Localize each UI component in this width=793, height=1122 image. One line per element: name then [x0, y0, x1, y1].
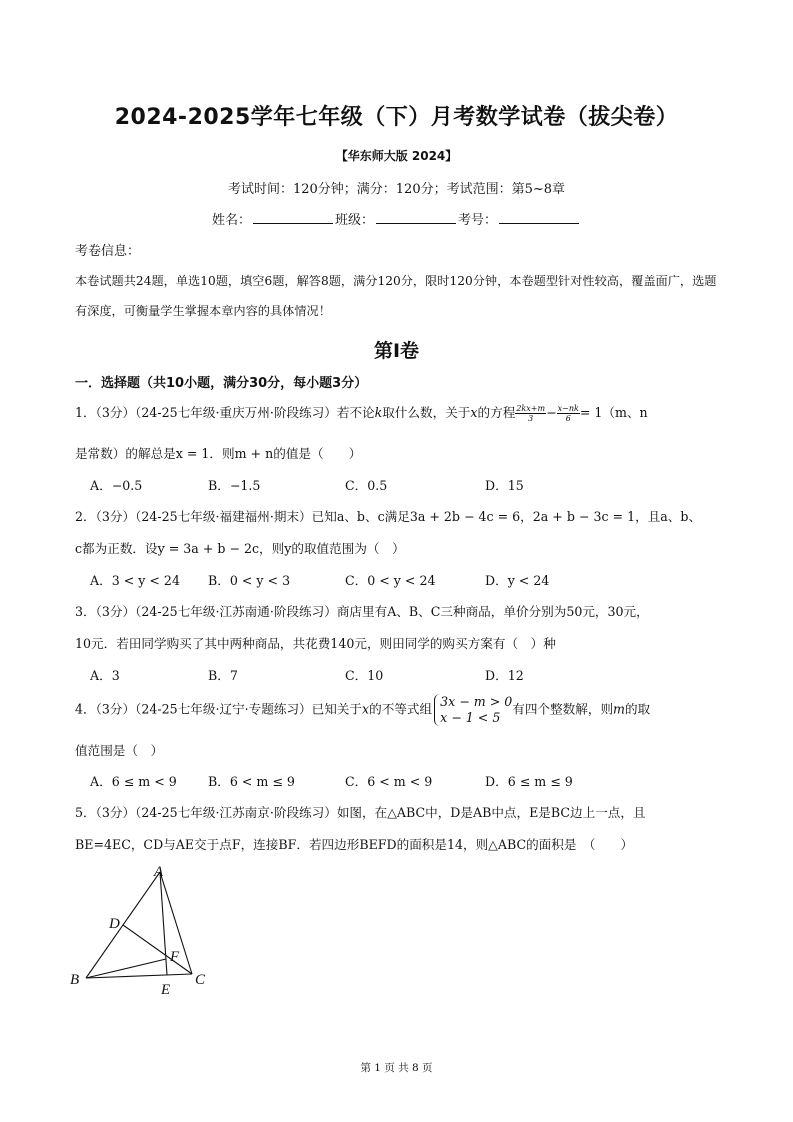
question-1-line-1: 1．（3分）（24-25七年级·重庆万州·阶段练习）若不论k取什么数，关于x的方程 $\frac{2kx+m}{3}$ − $\frac{x-nk}{6}$ = 1（m、n [75, 404, 648, 423]
page-footer: 第 1 页 共 8 页 [360, 1062, 433, 1074]
fraction-2: $\frac{x-nk}{6}$ [557, 404, 579, 423]
volume-title: 第Ⅰ卷 [373, 340, 420, 362]
number-label: 考号： [458, 213, 498, 228]
label-b: B [70, 972, 80, 988]
q4-option-b[interactable]: B．6 < m ≤ 9 [208, 774, 295, 789]
question-5-line-1: 5．（3分）（24-25七年级·江苏南京·阶段练习）如图，在△ABC中，D是AB中点，E是BC边上一点，且 [75, 805, 646, 820]
question-4-line-2: 值范围是（ ） [75, 743, 164, 758]
q1-option-a[interactable]: A．−0.5 [90, 478, 143, 493]
label-a: A [154, 864, 164, 880]
question-1-line-2: 是常数）的解总是x = 1．则m + n的值是（ ） [75, 446, 362, 461]
q4-option-c[interactable]: C．6 < m < 9 [345, 774, 433, 789]
inequality-system: 3x − m > 0 x − 1 < 5 [434, 694, 512, 726]
q3-option-d[interactable]: D．12 [485, 668, 524, 683]
q1-option-b[interactable]: B．−1.5 [208, 478, 261, 493]
question-4-line-1: 4．（3分）（24-25七年级·辽宁·专题练习）已知关于x的不等式组 3x − m > 0 x − 1 < 5 有四个整数解，则m的取 [75, 694, 651, 725]
question-2-line-1: 2．（3分）（24-25七年级·福建福州·期末）已知a、b、c满足3a + 2b − 4c = 6，2a + b − 3c = 1，且a、b、 [75, 509, 702, 524]
q4-option-a[interactable]: A．6 ≤ m < 9 [90, 774, 177, 789]
number-blank[interactable] [499, 212, 579, 224]
q3-option-c[interactable]: C．10 [345, 668, 384, 683]
label-e: E [161, 982, 171, 998]
q3-option-b[interactable]: B．7 [208, 668, 238, 683]
edition-subtitle: 【华东师大版 2024】 [335, 149, 458, 163]
q1-option-c[interactable]: C．0.5 [345, 478, 388, 493]
question-3-line-1: 3．（3分）（24-25七年级·江苏南通·阶段练习）商店里有A、B、C三种商品，单价分别为50元，30元， [75, 604, 649, 619]
exam-info-text: 本卷试题共24题，单选10题，填空6题，解答8题，满分120分，限时120分钟，本卷题型针对性较高，覆盖面广，选题有深度，可衡量学生掌握本章内容的具体情况！ [75, 274, 717, 318]
triangle-figure [60, 860, 220, 1000]
q2-option-a[interactable]: A．3 < y < 24 [90, 573, 180, 588]
class-label: 班级： [334, 213, 374, 228]
q3-option-a[interactable]: A．3 [90, 668, 120, 683]
exam-meta: 考试时间：120分钟；满分：120分；考试范围：第5~8章 [227, 182, 566, 197]
question-5-line-2: BE=4EC，CD与AE交于点F，连接BF．若四边形BEFD的面积是14，则△ABC的面积是 （ ） [75, 837, 634, 852]
section-title: 一．选择题（共10小题，满分30分，每小题3分） [75, 376, 368, 391]
question-3-line-2: 10元．若田同学购买了其中两种商品，共花费140元，则田同学的购买方案有（ ）种 [75, 636, 556, 651]
label-f: F [170, 949, 180, 965]
fraction-1: $\frac{2kx+m}{3}$ [516, 404, 546, 423]
name-label: 姓名： [211, 213, 251, 228]
exam-info-label: 考卷信息： [75, 244, 141, 259]
q2-option-b[interactable]: B．0 < y < 3 [208, 573, 291, 588]
question-2-line-2: c都为正数．设y = 3a + b − 2c，则y的取值范围为（ ） [75, 541, 405, 556]
name-blank[interactable] [253, 212, 333, 224]
student-fields [0, 209, 793, 228]
q2-option-c[interactable]: C．0 < y < 24 [345, 573, 436, 588]
label-d: D [109, 916, 120, 932]
label-c: C [195, 972, 206, 988]
q2-option-d[interactable]: D．y < 24 [485, 573, 550, 588]
q1-option-d[interactable]: D．15 [485, 478, 524, 493]
page-title: 2024-2025学年七年级（下）月考数学试卷（拔尖卷） [114, 105, 679, 130]
class-blank[interactable] [376, 212, 456, 224]
q4-option-d[interactable]: D．6 ≤ m ≤ 9 [485, 774, 573, 789]
